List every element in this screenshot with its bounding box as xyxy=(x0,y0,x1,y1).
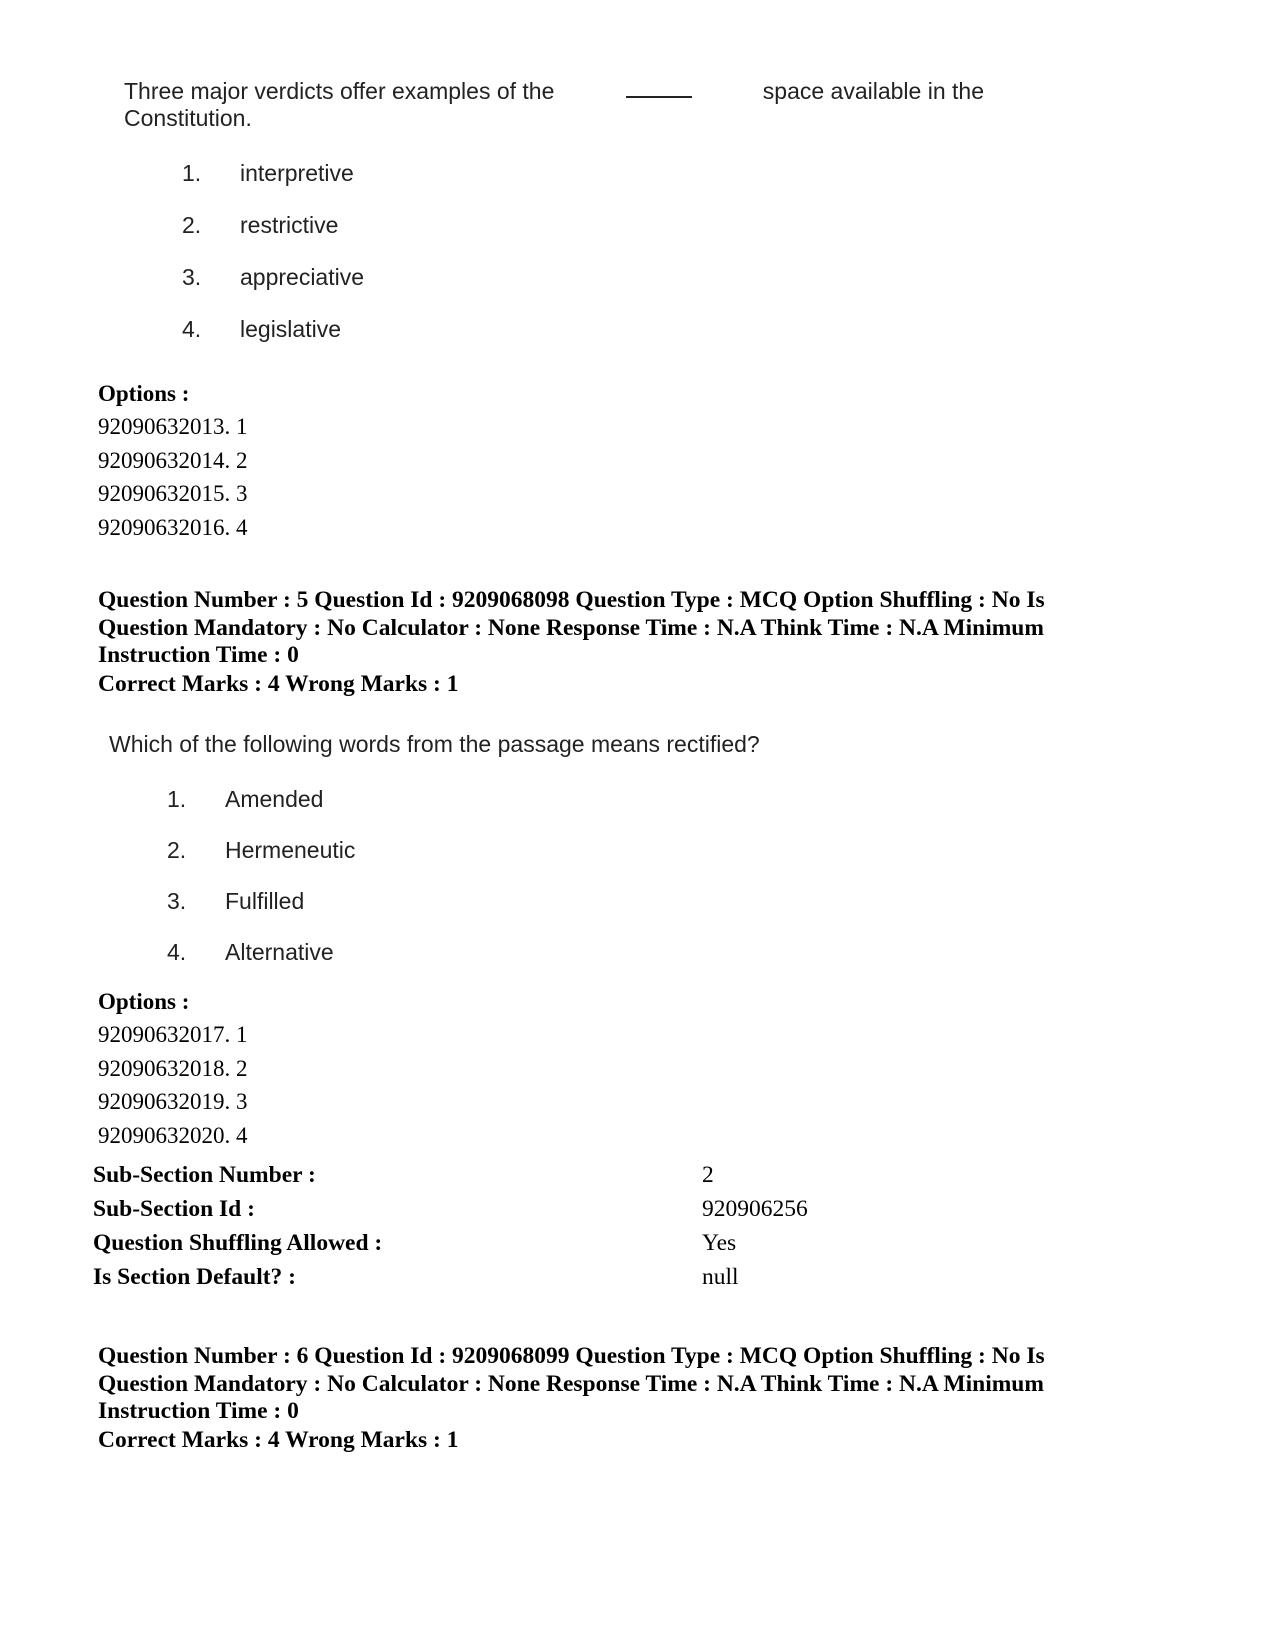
option-id: 92090632020. 4 xyxy=(98,1122,248,1148)
subsection-row xyxy=(93,1162,808,1196)
option-id: 92090632019. 3 xyxy=(98,1089,248,1114)
choice-item xyxy=(167,939,355,990)
choice-item xyxy=(182,316,364,368)
choice-number: 1. xyxy=(182,160,202,186)
stem-text-line2: Constitution. xyxy=(124,105,252,131)
question-6-meta xyxy=(98,1343,1108,1426)
question-4-options xyxy=(98,377,248,544)
choice-text: Fulfilled xyxy=(225,888,305,914)
options-title: Options : xyxy=(98,381,190,406)
question-5-stem: Which of the following words from the passage means rectified? xyxy=(109,731,760,757)
question-6-marks: Correct Marks : 4 Wrong Marks : 1 xyxy=(98,1427,459,1453)
subsection-row xyxy=(93,1264,808,1298)
option-id: 92090632013. 1 xyxy=(98,414,248,439)
stem-text-part1: Three major verdicts offer examples of the xyxy=(124,78,555,104)
subsection-value: null xyxy=(702,1264,739,1290)
choice-text: Amended xyxy=(225,786,324,812)
meta-line: Instruction Time : 0 xyxy=(98,642,299,668)
choice-number: 4. xyxy=(182,316,202,342)
choice-item xyxy=(182,212,364,264)
options-title: Options : xyxy=(98,989,190,1014)
stem-text-part2: space available in the xyxy=(762,78,984,104)
choice-text: appreciative xyxy=(240,264,365,290)
choice-number: 2. xyxy=(167,837,187,863)
option-id: 92090632017. 1 xyxy=(98,1022,248,1047)
choice-number: 2. xyxy=(182,212,202,238)
subsection-row xyxy=(93,1196,808,1230)
choice-number: 3. xyxy=(167,888,187,914)
question-4-stem xyxy=(124,78,984,132)
subsection-info xyxy=(93,1162,808,1298)
choice-text: interpretive xyxy=(240,160,354,186)
question-5-choices xyxy=(167,786,355,990)
choice-item xyxy=(167,837,355,888)
choice-item xyxy=(167,786,355,837)
choice-text: Hermeneutic xyxy=(225,837,356,863)
choice-text: legislative xyxy=(240,316,341,342)
option-id: 92090632018. 2 xyxy=(98,1055,248,1081)
meta-line: Question Mandatory : No Calculator : None Response Time : N.A Think Time : N.A Minimum xyxy=(98,1370,1044,1397)
question-5-options xyxy=(98,985,248,1152)
choice-number: 4. xyxy=(167,939,187,965)
choice-text: Alternative xyxy=(225,939,334,965)
option-id: 92090632014. 2 xyxy=(98,447,248,473)
subsection-value: 2 xyxy=(702,1162,714,1188)
subsection-label: Question Shuffling Allowed : xyxy=(93,1230,383,1256)
subsection-label: Sub-Section Number : xyxy=(93,1162,316,1188)
fill-in-blank xyxy=(626,78,692,98)
meta-line: Instruction Time : 0 xyxy=(98,1398,299,1424)
choice-item xyxy=(182,264,364,316)
choice-number: 3. xyxy=(182,264,202,290)
question-5-marks: Correct Marks : 4 Wrong Marks : 1 xyxy=(98,671,459,697)
subsection-value: 920906256 xyxy=(702,1196,808,1222)
subsection-label: Is Section Default? : xyxy=(93,1264,296,1290)
choice-item xyxy=(182,160,364,212)
question-5-meta xyxy=(98,587,1108,670)
meta-line: Question Number : 5 Question Id : 9209068098 Question Type : MCQ Option Shuffling : No Is xyxy=(98,587,1045,613)
subsection-value: Yes xyxy=(702,1230,737,1256)
option-id: 92090632015. 3 xyxy=(98,481,248,506)
option-id: 92090632016. 4 xyxy=(98,514,248,540)
question-4-choices xyxy=(182,160,364,368)
choice-item xyxy=(167,888,355,939)
meta-line: Question Number : 6 Question Id : 9209068099 Question Type : MCQ Option Shuffling : No Is xyxy=(98,1343,1045,1369)
meta-line: Question Mandatory : No Calculator : None Response Time : N.A Think Time : N.A Minimum xyxy=(98,614,1044,641)
choice-number: 1. xyxy=(167,786,187,812)
choice-text: restrictive xyxy=(240,212,339,238)
subsection-label: Sub-Section Id : xyxy=(93,1196,255,1222)
subsection-row xyxy=(93,1230,808,1264)
